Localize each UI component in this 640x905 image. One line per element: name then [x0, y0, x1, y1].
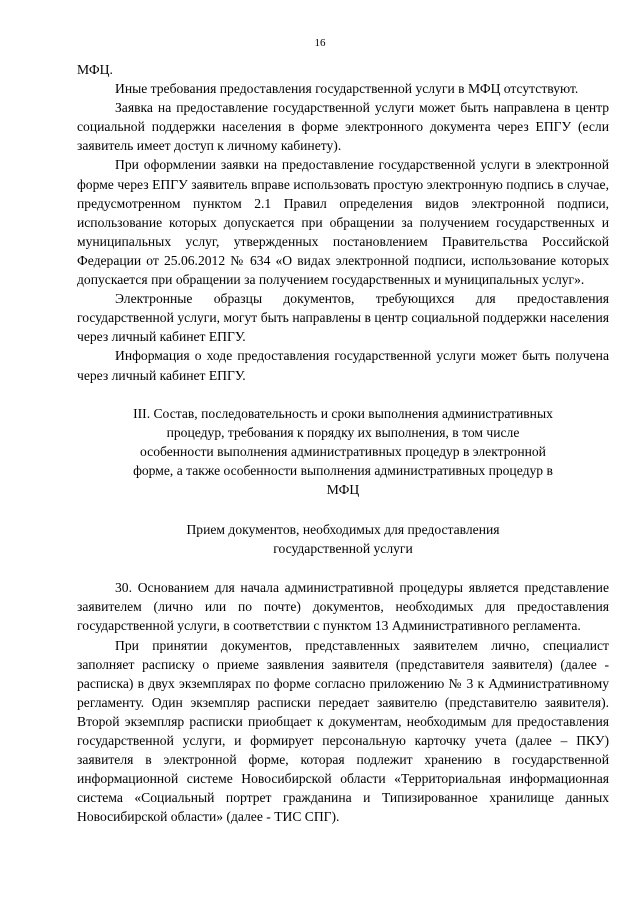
- paragraph-receipt: При принятии документов, представленных заявителем лично, специалист заполняет расписку о приеме заявления заявителя (представителя заявителя) (далее - расписка) в двух экземплярах по форме согласно приложению № 3 к Административному регламенту. Один экземпляр расписки передает заявителю (представителю заявителя). Второй экземпляр расписки приобщает к документам, необходимым для предоставления государственной услуги, и формирует персональную карточку учета (далее – ПКУ) заявителя в электронной форме, которая подлежит хранению в государственной информационной системе Новосибирской области «Территориальная информационная система «Социальный портрет гражданина и Типизированное хранилище данных Новосибирской области» (далее - ТИС СПГ).: [77, 637, 609, 825]
- point-30-text: Основанием для начала административной процедуры является представление заявителем (лично или по почте) документов, необходимых для предоставления государственной услуги, в соответствии с пунктом 13 Административного регламента.: [77, 580, 609, 634]
- document-body: [77, 60, 609, 826]
- paragraph-application-epgu: Заявка на предоставление государственной услуги может быть направлена в центр социальной поддержки населения в форме электронного документа через ЕПГУ (если заявитель имеет доступ к личному кабинету).: [77, 100, 609, 154]
- paragraph-electronic-signature: При оформлении заявки на предоставление государственной услуги в электронной форме через ЕПГУ заявитель вправе использовать простую электронную подпись в случае, предусмотренном пунктом 2.1 Правил определения видов электронной подписи, использование которых допускается при обращении за получением государственных и муниципальных услуг, утвержденных постановлением Правительства Российской Федерации от 25.06.2012 № 634 «О видах электронной подписи, использование которых допускается при обращении за получением государственных и муниципальных услуг».: [77, 157, 609, 288]
- point-30: [77, 578, 609, 635]
- paragraph-electronic-samples: Электронные образцы документов, требующихся для предоставления государственной услуги, могут быть направлены в центр социальной поддержки населения через личный кабинет ЕПГУ.: [77, 291, 609, 345]
- page-number: 16: [314, 37, 326, 49]
- point-30-number: 30.: [115, 580, 132, 596]
- paragraph-mfc: МФЦ.: [77, 62, 113, 77]
- paragraph-progress-info: Информация о ходе предоставления государственной услуги может быть получена через личный кабинет ЕПГУ.: [77, 348, 609, 383]
- section-heading: III. Состав, последовательность и сроки выполнения административных процедур, требования к порядку их выполнения, в том числе особенности выполнения административных процедур в электронной форме, а также особенности выполнения административных процедур в МФЦ: [133, 405, 553, 497]
- subheading: Прием документов, необходимых для предоставления государственной услуги: [186, 522, 500, 557]
- paragraph-other-requirements: Иные требования предоставления государственной услуги в МФЦ отсутствуют.: [115, 81, 579, 97]
